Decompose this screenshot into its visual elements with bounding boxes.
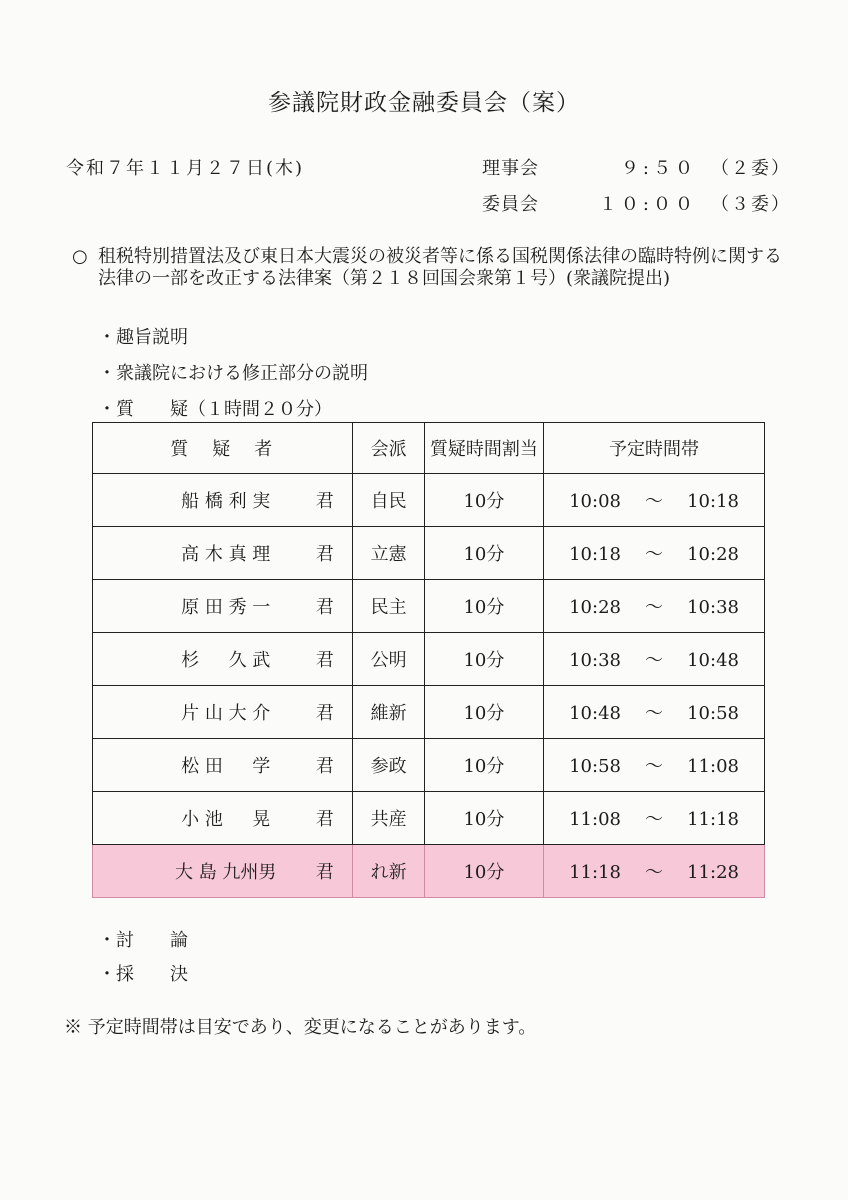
allocation-cell: 10分 xyxy=(424,686,543,739)
range-separator: 〜 xyxy=(645,597,664,618)
footnote: ※ 予定時間帯は目安であり、変更になることがあります。 xyxy=(64,1017,537,1038)
circle-bullet-icon: ○ xyxy=(72,246,88,267)
honorific-suffix: 君 xyxy=(315,597,334,618)
table-row xyxy=(93,739,765,792)
end-time: 11:28 xyxy=(687,862,739,883)
allocation-cell: 10分 xyxy=(424,527,543,580)
agenda-item: ・趣旨説明 xyxy=(98,327,188,348)
honorific-suffix: 君 xyxy=(315,650,334,671)
table-row xyxy=(93,686,765,739)
end-time: 10:18 xyxy=(687,491,739,512)
header-allocation: 質疑時間割当 xyxy=(424,423,543,474)
range-separator: 〜 xyxy=(645,756,664,777)
end-time: 10:58 xyxy=(687,703,739,724)
questioner-name: 高 木 真 理 xyxy=(181,544,271,565)
questioner-name-cell xyxy=(93,633,353,686)
party-cell: れ新 xyxy=(353,845,424,898)
range-separator: 〜 xyxy=(645,862,664,883)
party-cell: 共産 xyxy=(353,792,424,845)
time-slot-cell xyxy=(544,527,765,580)
schedule-time: ９:５０ xyxy=(620,158,697,179)
honorific-suffix: 君 xyxy=(315,756,334,777)
schedule-label: 委員会 xyxy=(482,194,539,215)
honorific-suffix: 君 xyxy=(315,862,334,883)
end-time: 11:18 xyxy=(687,809,739,830)
allocation-cell: 10分 xyxy=(424,633,543,686)
party-cell: 立憲 xyxy=(353,527,424,580)
questioner-name: 小 池 晃 xyxy=(181,809,271,830)
questioner-name-cell xyxy=(93,739,353,792)
header-questioner: 質 疑 者 xyxy=(93,423,353,474)
table-header-row xyxy=(93,423,765,474)
schedule-row xyxy=(482,154,791,180)
questioner-name-cell xyxy=(93,527,353,580)
start-time: 10:08 xyxy=(569,491,621,512)
allocation-cell: 10分 xyxy=(424,739,543,792)
questioner-name: 松 田 学 xyxy=(181,756,271,777)
header-time-slot: 予定時間帯 xyxy=(544,423,765,474)
range-separator: 〜 xyxy=(645,809,664,830)
table-row xyxy=(93,633,765,686)
questioner-name: 杉 久 武 xyxy=(181,650,271,671)
allocation-cell: 10分 xyxy=(424,580,543,633)
start-time: 10:28 xyxy=(569,597,621,618)
questioner-name: 船 橋 利 実 xyxy=(181,491,271,512)
range-separator: 〜 xyxy=(645,650,664,671)
agenda-item: ・質 疑（１時間２０分） xyxy=(98,399,332,420)
party-cell: 維新 xyxy=(353,686,424,739)
questioner-name: 片 山 大 介 xyxy=(181,703,271,724)
time-slot-cell xyxy=(544,686,765,739)
end-time: 10:38 xyxy=(687,597,739,618)
table-row xyxy=(93,527,765,580)
range-separator: 〜 xyxy=(645,544,664,565)
allocation-cell: 10分 xyxy=(424,845,543,898)
allocation-cell: 10分 xyxy=(424,474,543,527)
party-cell: 参政 xyxy=(353,739,424,792)
end-time: 11:08 xyxy=(687,756,739,777)
schedule-room: （３委） xyxy=(711,194,791,215)
start-time: 11:18 xyxy=(569,862,621,883)
bill-item xyxy=(72,246,782,290)
table-row xyxy=(93,580,765,633)
questioner-name-cell xyxy=(93,845,353,898)
start-time: 10:18 xyxy=(569,544,621,565)
questioner-name: 大 島 九州男 xyxy=(174,862,277,883)
page-title: 参議院財政金融委員会（案） xyxy=(268,90,580,116)
end-time: 10:28 xyxy=(687,544,739,565)
time-slot-cell xyxy=(544,739,765,792)
party-cell: 公明 xyxy=(353,633,424,686)
schedule-label: 理事会 xyxy=(482,158,539,179)
end-time: 10:48 xyxy=(687,650,739,671)
agenda-item: ・採 決 xyxy=(98,964,188,985)
table-row xyxy=(93,845,765,898)
questioner-name-cell xyxy=(93,792,353,845)
schedule-row xyxy=(482,190,791,216)
header-party: 会派 xyxy=(353,423,424,474)
schedule-room: （２委） xyxy=(711,158,791,179)
time-slot-cell xyxy=(544,474,765,527)
honorific-suffix: 君 xyxy=(315,544,334,565)
agenda-item: ・討 論 xyxy=(98,930,188,951)
table-row xyxy=(93,474,765,527)
range-separator: 〜 xyxy=(645,491,664,512)
time-slot-cell xyxy=(544,633,765,686)
honorific-suffix: 君 xyxy=(315,491,334,512)
schedule-time: １０:００ xyxy=(598,194,697,215)
questioner-name-cell xyxy=(93,474,353,527)
questioner-name-cell xyxy=(93,686,353,739)
range-separator: 〜 xyxy=(645,703,664,724)
start-time: 10:38 xyxy=(569,650,621,671)
start-time: 10:48 xyxy=(569,703,621,724)
honorific-suffix: 君 xyxy=(315,809,334,830)
questioner-name-cell xyxy=(93,580,353,633)
questioner-table xyxy=(92,422,765,898)
party-cell: 民主 xyxy=(353,580,424,633)
start-time: 10:58 xyxy=(569,756,621,777)
time-slot-cell xyxy=(544,845,765,898)
allocation-cell: 10分 xyxy=(424,792,543,845)
time-slot-cell xyxy=(544,792,765,845)
questioner-name: 原 田 秀 一 xyxy=(181,597,271,618)
bill-title: 租税特別措置法及び東日本大震災の被災者等に係る国税関係法律の臨時特例に関する法律の一部を改正する法律案（第２１８回国会衆第１号）(衆議院提出) xyxy=(98,246,782,289)
party-cell: 自民 xyxy=(353,474,424,527)
time-slot-cell xyxy=(544,580,765,633)
honorific-suffix: 君 xyxy=(315,703,334,724)
table-row xyxy=(93,792,765,845)
agenda-item: ・衆議院における修正部分の説明 xyxy=(98,363,368,384)
meeting-date: 令和７年１１月２７日(木) xyxy=(66,158,305,179)
start-time: 11:08 xyxy=(569,809,621,830)
